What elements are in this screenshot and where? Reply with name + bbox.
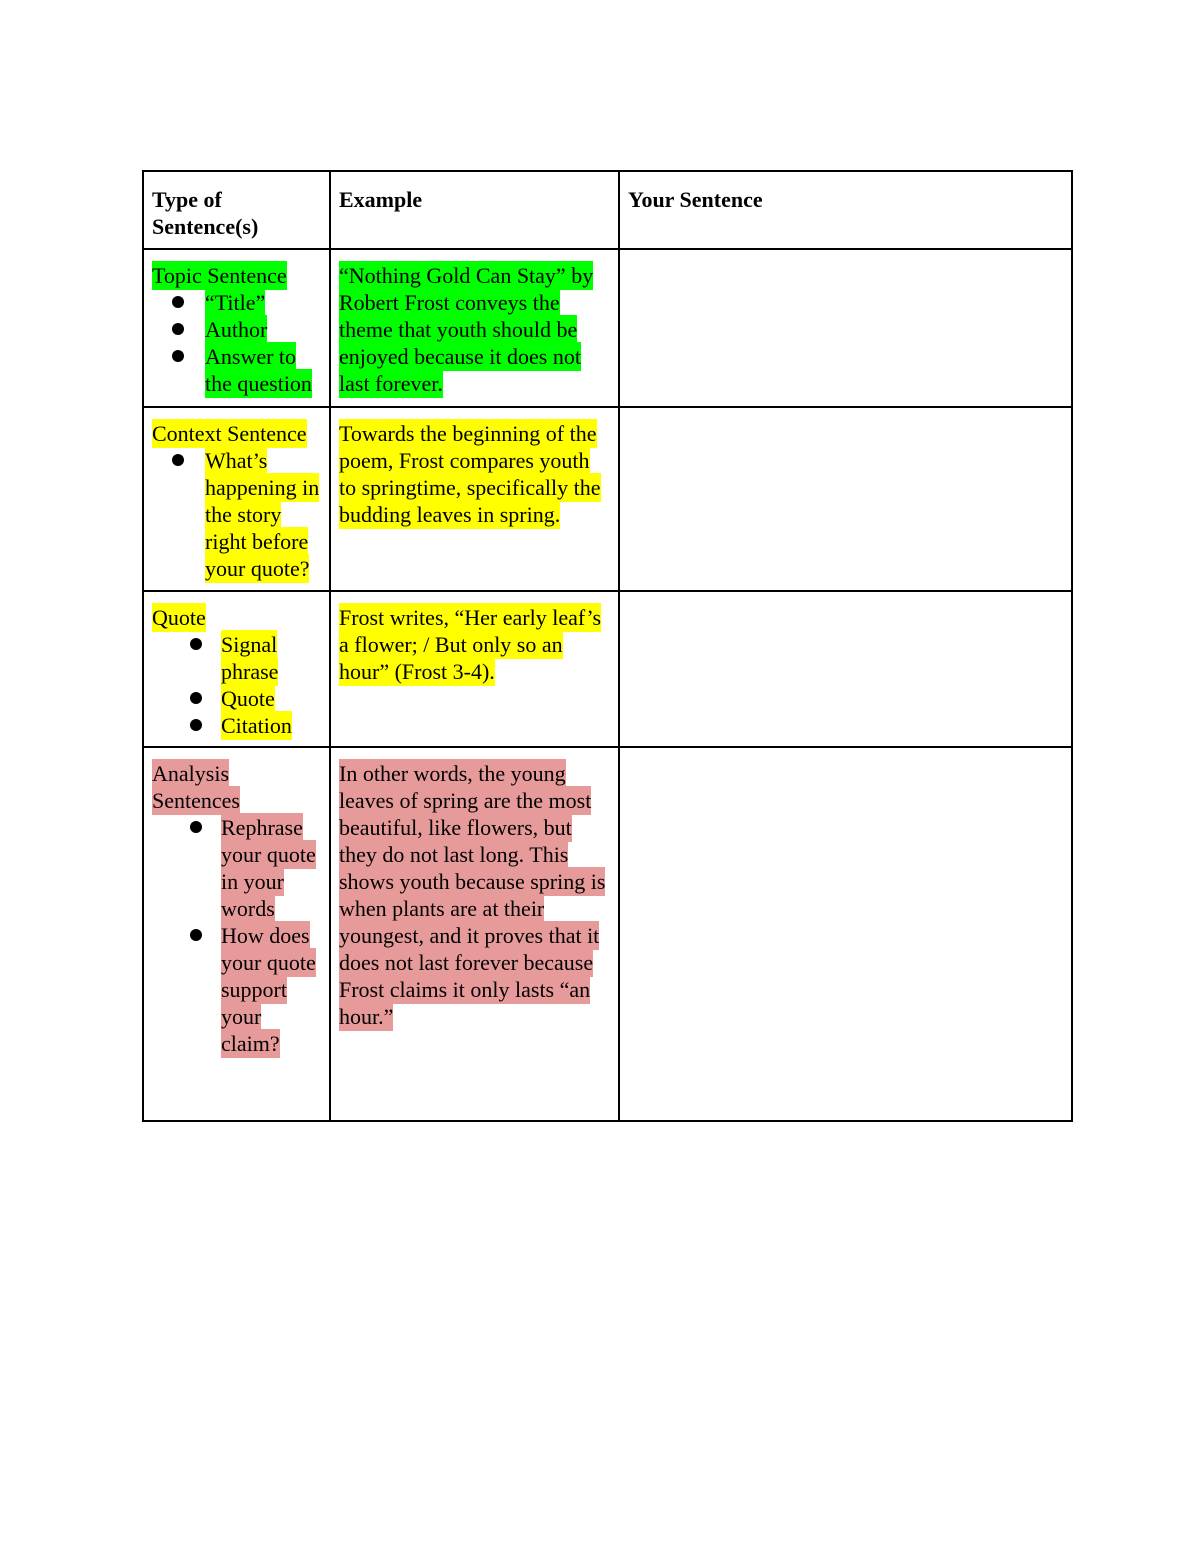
bullet-text: Signal phrase	[221, 632, 279, 684]
example-cell	[330, 249, 619, 407]
table-row	[143, 249, 1072, 407]
your-sentence-cell[interactable]	[619, 591, 1072, 747]
example-text: In other words, the young leaves of spring are the most beautiful, like flowers, but they do not last long. This shows youth because spring is when plants are at their youngest, and it proves that it does not last forever because Frost claims it only lasts “an hour.”	[339, 761, 606, 1029]
type-bullets	[152, 447, 321, 582]
type-bullets	[152, 289, 321, 397]
header-row	[143, 171, 1072, 249]
type-bullets	[152, 814, 321, 1057]
list-item	[152, 289, 321, 316]
list-item	[152, 685, 321, 712]
bullet-icon	[172, 296, 184, 308]
bullet-icon	[190, 719, 202, 731]
example-cell	[330, 747, 619, 1121]
list-item	[152, 712, 321, 739]
type-title: Context Sentence	[152, 421, 307, 446]
list-item	[152, 447, 321, 582]
header-type: Type of Sentence(s)	[143, 171, 330, 249]
type-cell	[143, 591, 330, 747]
list-item	[152, 814, 321, 922]
list-item	[152, 922, 321, 1057]
table-row	[143, 407, 1072, 591]
bullet-text: Quote	[221, 686, 275, 711]
table-row	[143, 591, 1072, 747]
bullet-icon	[190, 692, 202, 704]
bullet-text: Author	[205, 317, 268, 342]
bullet-text: “Title”	[205, 290, 266, 315]
bullet-text: Answer to the question	[205, 344, 312, 396]
type-title: Topic Sentence	[152, 263, 287, 288]
header-your-sentence: Your Sentence	[619, 171, 1072, 249]
type-title: Analysis Sentences	[152, 761, 240, 813]
list-item	[152, 631, 321, 685]
table-row	[143, 747, 1072, 1121]
bullet-text: What’s happening in the story right before your quote?	[205, 448, 320, 581]
list-item	[152, 343, 321, 397]
type-cell	[143, 249, 330, 407]
example-text: “Nothing Gold Can Stay” by Robert Frost conveys the theme that youth should be enjoyed because it does not last forever.	[339, 263, 594, 396]
type-title: Quote	[152, 605, 206, 630]
type-cell	[143, 407, 330, 591]
bullet-text: Rephrase your quote in your words	[221, 815, 316, 921]
example-cell	[330, 591, 619, 747]
example-text: Frost writes, “Her early leaf’s a flower; / But only so an hour” (Frost 3-4).	[339, 605, 602, 684]
bullet-icon	[190, 929, 202, 941]
your-sentence-cell[interactable]	[619, 747, 1072, 1121]
bullet-icon	[190, 638, 202, 650]
your-sentence-cell[interactable]	[619, 407, 1072, 591]
list-item	[152, 316, 321, 343]
bullet-icon	[190, 821, 202, 833]
bullet-icon	[172, 323, 184, 335]
bullet-icon	[172, 454, 184, 466]
example-text: Towards the beginning of the poem, Frost compares youth to springtime, specifically the budding leaves in spring.	[339, 421, 601, 527]
type-bullets	[152, 631, 321, 739]
header-example: Example	[330, 171, 619, 249]
bullet-icon	[172, 350, 184, 362]
bullet-text: Citation	[221, 713, 292, 738]
your-sentence-cell[interactable]	[619, 249, 1072, 407]
example-cell	[330, 407, 619, 591]
bullet-text: How does your quote support your claim?	[221, 923, 316, 1056]
sentence-table	[142, 170, 1073, 1122]
type-cell	[143, 747, 330, 1121]
